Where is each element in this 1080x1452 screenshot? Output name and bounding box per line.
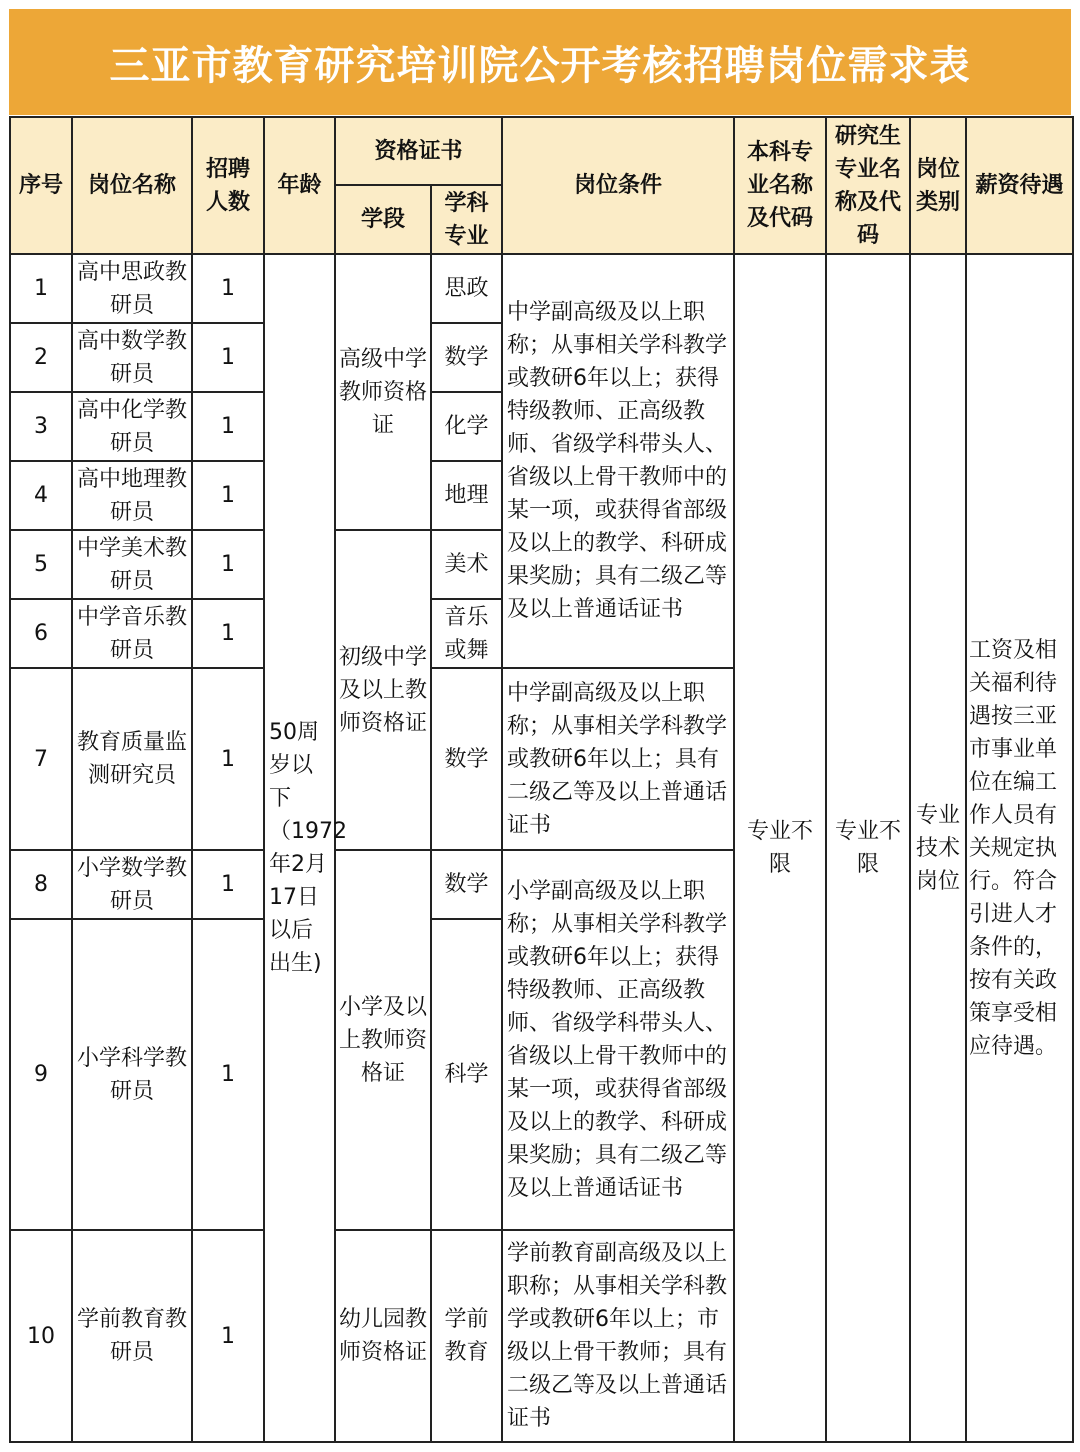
row-seq: 8 [10,850,72,919]
row-count: 1 [192,461,264,530]
row-count: 1 [192,1230,264,1442]
row-seq: 1 [10,254,72,323]
header-grad-major: 研究生专业名称及代码 [826,117,910,254]
row-seq: 7 [10,668,72,850]
stage-primary: 小学及以上教师资格证 [335,850,431,1230]
conditions-secondary-basic: 中学副高级及以上职称；从事相关学科教学或教研6年以上；具有二级乙等及以上普通话证书 [502,668,734,850]
row-count: 1 [192,668,264,850]
row-count: 1 [192,254,264,323]
row-subject: 地理 [431,461,502,530]
row-seq: 10 [10,1230,72,1442]
header-age: 年龄 [264,117,335,254]
row-subject: 数学 [431,323,502,392]
header-position: 岗位名称 [72,117,192,254]
recruitment-table [9,116,1074,1443]
conditions-preschool: 学前教育副高级及以上职称；从事相关学科教学或教研6年以上；市级以上骨干教师；具有二级乙等及以上普通话证书 [502,1230,734,1442]
row-seq: 9 [10,919,72,1230]
row-subject: 科学 [431,919,502,1230]
header-qualification: 资格证书 [335,117,502,185]
grad-major: 专业不限 [826,254,910,1442]
row-count: 1 [192,530,264,599]
stage-junior-high: 初级中学及以上教师资格证 [335,530,431,850]
row-subject: 音乐或舞 [431,599,502,668]
page-title: 三亚市教育研究培训院公开考核招聘岗位需求表 [109,42,971,89]
row-position: 教育质量监测研究员 [72,668,192,850]
row-position: 高中地理教研员 [72,461,192,530]
row-count: 1 [192,850,264,919]
row-seq: 3 [10,392,72,461]
age-requirement: 50周岁以下（1972年2月17日以后出生) [264,254,335,1442]
header-undergrad-major: 本科专业名称及代码 [734,117,826,254]
conditions-secondary-full: 中学副高级及以上职称；从事相关学科教学或教研6年以上；获得特级教师、正高级教师、省级学科带头人、省级以上骨干教师中的某一项，或获得省部级及以上的教学、科研成果奖励；具有二级乙等及以上普通话证书 [502,254,734,668]
row-position: 高中数学教研员 [72,323,192,392]
header-subject: 学科专业 [431,185,502,254]
row-seq: 2 [10,323,72,392]
header-seq: 序号 [10,117,72,254]
header-conditions: 岗位条件 [502,117,734,254]
row-position: 学前教育教研员 [72,1230,192,1442]
row-subject: 学前教育 [431,1230,502,1442]
row-seq: 5 [10,530,72,599]
row-subject: 化学 [431,392,502,461]
header-stage: 学段 [335,185,431,254]
header-salary: 薪资待遇 [966,117,1073,254]
row-seq: 4 [10,461,72,530]
row-seq: 6 [10,599,72,668]
post-type: 专业技术岗位 [910,254,966,1442]
row-count: 1 [192,919,264,1230]
stage-kindergarten: 幼儿园教师资格证 [335,1230,431,1442]
header-count: 招聘人数 [192,117,264,254]
header-post-type: 岗位类别 [910,117,966,254]
conditions-primary-full: 小学副高级及以上职称；从事相关学科教学或教研6年以上；获得特级教师、正高级教师、省级学科带头人、省级以上骨干教师中的某一项，或获得省部级及以上的教学、科研成果奖励；具有二级乙等及以上普通话证书 [502,850,734,1230]
row-position: 高中思政教研员 [72,254,192,323]
undergrad-major: 专业不限 [734,254,826,1442]
stage-high-school: 高级中学教师资格证 [335,254,431,530]
row-position: 小学数学教研员 [72,850,192,919]
row-subject: 美术 [431,530,502,599]
row-position: 小学科学教研员 [72,919,192,1230]
row-position: 高中化学教研员 [72,392,192,461]
row-position: 中学美术教研员 [72,530,192,599]
row-subject: 思政 [431,254,502,323]
salary-description: 工资及相关福利待遇按三亚市事业单位在编工作人员有关规定执行。符合引进人才条件的，按有关政策享受相应待遇。 [966,254,1073,1442]
row-subject: 数学 [431,668,502,850]
title-banner [9,9,1071,115]
row-count: 1 [192,599,264,668]
row-position: 中学音乐教研员 [72,599,192,668]
row-subject: 数学 [431,850,502,919]
row-count: 1 [192,323,264,392]
row-count: 1 [192,392,264,461]
